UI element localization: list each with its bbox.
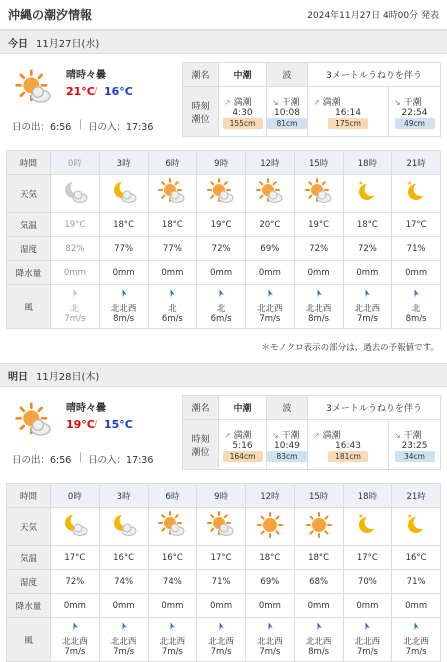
wind [99,285,148,329]
wind [197,285,246,329]
tide-kind: 満潮 [322,430,341,441]
wave-text: 3メートルうねりを伴う [308,396,441,420]
row-label: 湿度 [7,570,51,594]
wind-speed: 7m/s [210,647,232,657]
sunrise-time: 日の出：6:56 [12,122,72,133]
tide-time-label: 時刻 [191,101,210,112]
high-temp: 21°C [66,85,95,98]
tide-level: 175cm [328,118,368,129]
tide-kind: 干潮 [281,97,300,108]
temperature: 16°C [148,546,197,570]
temperature: 17°C [51,546,100,570]
past-forecast-note: ＊モノクロ表示の部分は、過去の予報値です。 [261,343,439,353]
tide-level: 164cm [223,451,263,462]
wind-direction: 北北西 [208,637,234,647]
arrow-down-right-icon: ↘ [272,97,279,107]
wind [148,285,197,329]
tide-level: 81cm [267,118,307,129]
wind-direction: 北北西 [305,304,332,314]
tide-level-label: 潮位 [191,447,210,458]
temperature: 17°C [392,213,441,237]
wind-arrow-icon [392,289,440,302]
humidity: 71% [197,570,246,594]
wind-direction: 北 [70,304,80,314]
page-title: 沖縄の潮汐情報 [8,8,93,22]
tide-event [389,87,441,137]
high-temp: 19°C [66,418,95,431]
moon-icon [343,508,392,546]
tide-time: 16:14 [335,107,361,118]
row-label: 降水量 [7,261,51,285]
precipitation: 0mm [51,261,100,285]
tide-time: 5:16 [232,440,253,451]
precipitation: 0mm [392,261,441,285]
moon-cloud-icon [99,175,148,213]
wind-speed: 7m/s [259,314,281,324]
row-label: 気温 [7,546,51,570]
humidity: 77% [99,237,148,261]
wind-arrow-icon [392,622,440,635]
hour-label: 3時 [99,151,148,175]
hour-label: 6時 [148,484,197,508]
precipitation: 0mm [99,261,148,285]
wind-arrow-icon [246,622,294,635]
hour-label: 0時 [51,151,100,175]
arrow-down-right-icon: ↘ [272,430,279,440]
tide-event [308,87,389,137]
temperature: 18°C [148,213,197,237]
sun-cloud-icon [197,175,246,213]
issued-datetime: 2024年11月27日 4時00分 発表 [307,11,439,21]
wind-direction: 北 [411,304,421,314]
row-label: 天気 [7,175,51,213]
tide-event [308,420,389,470]
hourly-forecast-table [6,483,441,662]
tide-time: 16:43 [335,440,361,451]
tide-level: 83cm [267,451,307,462]
temperature: 19°C [294,213,343,237]
tide-level: 49cm [395,118,435,129]
page-header [0,0,447,30]
tide-event [389,420,441,470]
wind-arrow-icon [246,289,294,302]
temperature: 16°C [392,546,441,570]
wind-arrow-icon [100,622,148,635]
hour-label: 18時 [343,151,392,175]
svg-text:★: ★ [407,513,413,520]
row-label: 時間 [7,484,51,508]
moon-cloud-icon [51,508,100,546]
hourly-forecast-table [6,150,441,329]
day-section [0,363,447,658]
precipitation: 0mm [197,594,246,618]
moon-icon [343,175,392,213]
sunset-time: 日の入：17:36 [88,455,154,466]
humidity: 68% [294,570,343,594]
sun-cloud-icon [294,175,343,213]
temperature: 18°C [99,213,148,237]
wind-speed: 7m/s [64,314,86,324]
arrow-up-right-icon: ↗ [224,97,231,107]
hour-label: 12時 [246,484,295,508]
wind [294,618,343,662]
weather-text: 晴時々曇 [66,403,106,414]
tide-kind: 干潮 [403,97,422,108]
wind-speed: 7m/s [356,647,378,657]
wind-arrow-icon [197,289,245,302]
wind-speed: 6m/s [210,314,232,324]
wind-direction: 北北西 [403,637,429,647]
precipitation: 0mm [294,594,343,618]
tide-level: 181cm [328,451,368,462]
tide-table [182,395,441,470]
hour-label: 6時 [148,151,197,175]
wind-direction: 北北西 [354,637,381,647]
wind [51,285,100,329]
temperature: 17°C [197,546,246,570]
day-summary: 晴時々曇 19°C / 15°C 日の出：6:56 | 日の入：17:36 潮名 中潮 波 3メートルうねりを伴う 時刻 潮位 ↗ 満潮 5:16 164cm ↘ 干潮 10:49 83cm ↗ 満潮 16:43 181cm ↘ 干潮 23:25 34cm [0,387,447,479]
svg-text:★: ★ [358,180,364,187]
hour-label: 18時 [343,484,392,508]
tide-time: 4:30 [232,107,253,118]
wind-arrow-icon [51,622,99,635]
temperature: 20°C [246,213,295,237]
wind-arrow-icon [149,622,197,635]
svg-text:★: ★ [358,513,364,520]
wind [392,618,441,662]
moon-icon [392,175,441,213]
sun-cloud-icon [197,508,246,546]
sun-icon [294,508,343,546]
day-section [0,30,447,363]
row-label: 湿度 [7,237,51,261]
wind-speed: 8m/s [308,647,330,657]
humidity: 74% [148,570,197,594]
tide-level: 155cm [223,118,263,129]
summary-weather-icon [14,68,54,112]
tide-name-label: 潮名 [183,396,219,420]
summary-weather-icon [14,401,54,445]
tide-time: 22:54 [401,107,428,118]
humidity: 72% [294,237,343,261]
moon-cloud-icon [51,175,100,213]
row-label: 降水量 [7,594,51,618]
wind [343,285,392,329]
wind-direction: 北 [216,304,226,314]
low-temp: 16°C [104,85,133,98]
arrow-down-right-icon: ↘ [394,430,401,440]
wind [246,285,295,329]
wind-speed: 7m/s [113,647,135,657]
temperature: 18°C [343,213,392,237]
precipitation: 0mm [343,261,392,285]
wind-arrow-icon [295,289,343,302]
sun-cloud-icon [148,175,197,213]
tide-name: 中潮 [219,63,267,87]
hour-label: 9時 [197,484,246,508]
wind-direction: 北北西 [257,304,283,314]
wind [148,618,197,662]
wind [392,285,441,329]
wind-arrow-icon [344,289,392,302]
day-date: 11月28日(木) [36,371,100,383]
wind-direction: 北 [168,304,177,314]
wind-arrow-icon [197,622,245,635]
arrow-up-right-icon: ↗ [224,430,231,440]
wind-speed: 8m/s [405,314,427,324]
wind [246,618,295,662]
wind-arrow-icon [100,289,148,302]
tide-kind: 干潮 [403,430,422,441]
wind-speed: 8m/s [113,314,135,324]
hour-label: 15時 [294,484,343,508]
precipitation: 0mm [294,261,343,285]
wind-arrow-icon [149,289,197,302]
day-label: 今日 [8,38,28,50]
row-label: 気温 [7,213,51,237]
humidity: 69% [246,570,295,594]
moon-cloud-icon [99,508,148,546]
row-label: 風 [7,618,51,662]
wind-speed: 8m/s [308,314,330,324]
wind-arrow-icon [344,622,392,635]
hour-label: 15時 [294,151,343,175]
day-label: 明日 [8,371,28,383]
sunset-time: 日の入：17:36 [88,122,154,133]
tide-level-label: 潮位 [191,114,210,125]
arrow-up-right-icon: ↗ [313,430,320,440]
humidity: 77% [148,237,197,261]
arrow-down-right-icon: ↘ [394,97,401,107]
hour-label: 12時 [246,151,295,175]
precipitation: 0mm [99,594,148,618]
tide-event [219,420,267,470]
wind-direction: 北北西 [110,304,137,314]
day-header [0,30,447,54]
tide-kind: 満潮 [322,97,341,108]
humidity: 72% [197,237,246,261]
temperature: 17°C [343,546,392,570]
svg-text:★: ★ [407,180,413,187]
wind-direction: 北北西 [257,637,283,647]
tide-time: 10:08 [274,107,300,118]
row-label: 天気 [7,508,51,546]
temperature: 16°C [99,546,148,570]
humidity: 72% [51,570,100,594]
tide-name-label: 潮名 [183,63,219,87]
row-label: 風 [7,285,51,329]
sun-cloud-icon [246,175,295,213]
moon-icon [392,508,441,546]
hour-label: 0時 [51,484,100,508]
tide-event [267,87,308,137]
low-temp: 15°C [104,418,133,431]
wind-speed: 7m/s [64,647,86,657]
humidity: 72% [343,237,392,261]
tide-event [219,87,267,137]
precipitation: 0mm [148,261,197,285]
wave-text: 3メートルうねりを伴う [308,63,441,87]
tide-name: 中潮 [219,396,267,420]
wind-direction: 北北西 [110,637,137,647]
tide-table [182,62,441,137]
wind-direction: 北北西 [159,637,186,647]
wind-speed: 6m/s [161,314,183,324]
day-summary: 晴時々曇 21°C / 16°C 日の出：6:56 | 日の入：17:36 潮名 中潮 波 3メートルうねりを伴う 時刻 潮位 ↗ 満潮 4:30 155cm ↘ 干潮 10:08 81cm ↗ 満潮 16:14 175cm ↘ 干潮 22:54 49cm [0,54,447,146]
temperature: 18°C [246,546,295,570]
wind-speed: 7m/s [161,647,183,657]
row-label: 時間 [7,151,51,175]
wind [294,285,343,329]
sunrise-time: 日の出：6:56 [12,455,72,466]
wind [51,618,100,662]
hour-label: 21時 [392,484,441,508]
sun-cloud-icon [148,508,197,546]
humidity: 71% [392,237,441,261]
tide-level: 34cm [395,451,435,462]
weather-text: 晴時々曇 [66,70,106,81]
wave-label: 波 [267,396,308,420]
tide-event [267,420,308,470]
day-header [0,363,447,387]
humidity: 74% [99,570,148,594]
precipitation: 0mm [343,594,392,618]
tide-kind: 満潮 [233,430,252,441]
tide-kind: 干潮 [281,430,300,441]
wind [197,618,246,662]
day-date: 11月27日(水) [36,38,100,50]
precipitation: 0mm [392,594,441,618]
wind-arrow-icon [51,289,99,302]
wind-direction: 北北西 [354,304,381,314]
precipitation: 0mm [197,261,246,285]
hour-label: 9時 [197,151,246,175]
tide-time-label: 時刻 [191,434,210,445]
humidity: 70% [343,570,392,594]
tide-time: 10:49 [274,440,300,451]
wind [343,618,392,662]
wind [99,618,148,662]
temperature: 19°C [51,213,100,237]
sun-icon [246,508,295,546]
wind-speed: 7m/s [259,647,281,657]
wind-speed: 7m/s [405,647,427,657]
wind-direction: 北北西 [305,637,332,647]
wind-arrow-icon [295,622,343,635]
hour-label: 21時 [392,151,441,175]
tide-time: 23:25 [401,440,428,451]
temperature: 18°C [294,546,343,570]
precipitation: 0mm [246,261,295,285]
tide-kind: 満潮 [233,97,252,108]
precipitation: 0mm [51,594,100,618]
wind-direction: 北北西 [62,637,88,647]
humidity: 69% [246,237,295,261]
wave-label: 波 [267,63,308,87]
wind-speed: 7m/s [356,314,378,324]
hour-label: 3時 [99,484,148,508]
humidity: 82% [51,237,100,261]
precipitation: 0mm [246,594,295,618]
humidity: 71% [392,570,441,594]
precipitation: 0mm [148,594,197,618]
temperature: 19°C [197,213,246,237]
arrow-up-right-icon: ↗ [313,97,320,107]
